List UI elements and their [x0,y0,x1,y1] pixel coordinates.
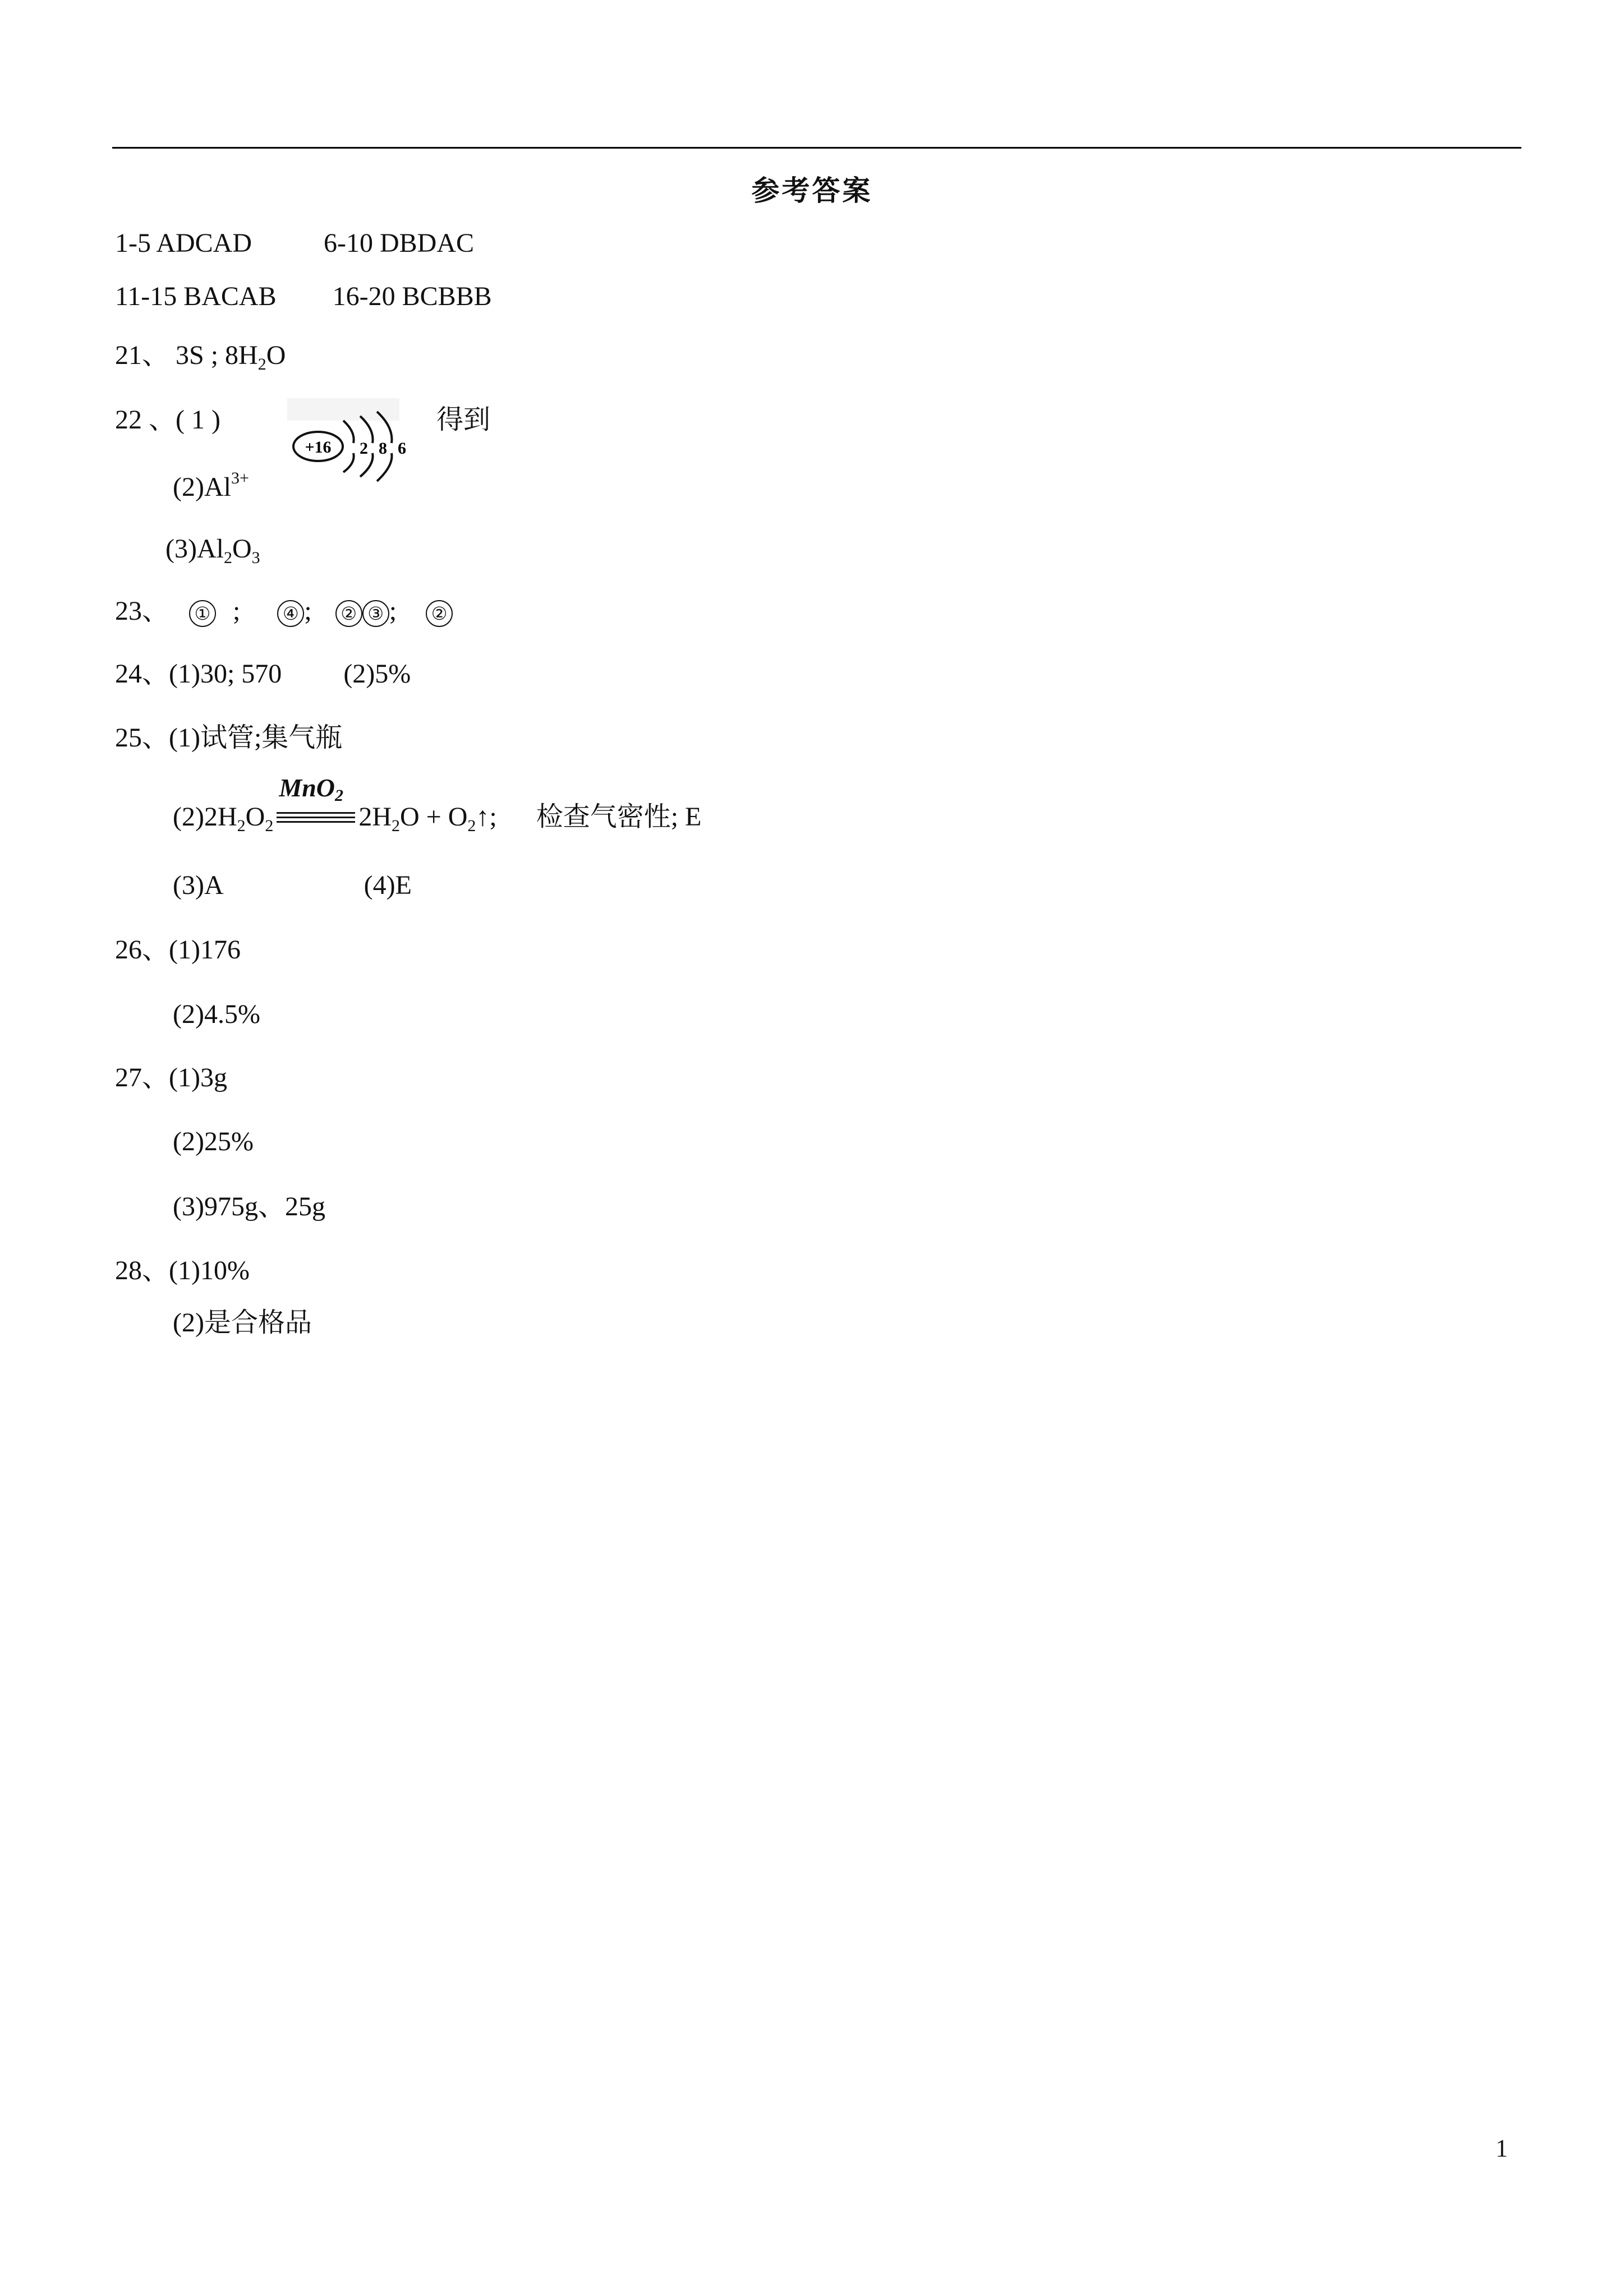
answers-1-5: 1-5 ADCAD [115,228,252,258]
circled-4: ④ [277,600,304,627]
answer-line-1 [115,230,474,257]
shell-2-count: 8 [379,439,387,458]
answer-22-1: 22 、( 1 ) [115,405,220,435]
answer-22-1-text: 得到 [436,405,491,435]
shell-3-count: 6 [398,439,406,458]
answer-line-2 [115,283,492,310]
answer-25-2: $(2)2H_2O_2$ MnO$_2$ $2H_2O$ + $O_2↑$; 检查气密性; E [173,773,702,835]
gas-arrow: ↑; [476,802,497,832]
header-rule [112,147,1521,149]
answer-27-2: (2)25% [173,1127,254,1156]
answer-25-1: 25、(1)试管;集气瓶 [115,723,343,753]
answer-22-2: $(2)Al^{3+}$ [173,469,249,502]
answer-26-2: (2)4.5% [173,999,260,1029]
circled-3: ③ [362,600,389,627]
answer-28-1: 28、(1)10% [115,1256,250,1285]
answer-21: 21、 3S ; $8H_2O$ [115,340,286,374]
circled-1: ① [189,600,216,627]
page-title: 参考答案 [751,175,873,206]
answer-28-2: (2)是合格品 [173,1308,312,1338]
answer-26-1: 26、(1)176 [115,935,241,965]
nucleus-charge: +16 [305,438,332,457]
answers-6-10: 6-10 DBDAC [324,228,475,258]
answer-24: 24、(1)30; 570 (2)5% [115,659,411,689]
circled-2: ② [335,600,362,627]
circled-2b: ② [426,600,453,627]
answer-25-3-4: (3)A (4)E [173,870,412,900]
shell-1-count: 2 [360,439,368,458]
answers-11-15: 11-15 BACAB [115,282,277,311]
page-number: 1 [1496,2134,1508,2162]
sulfur-atom-structure-diagram [287,398,422,482]
answer-22-3: $(3)Al_2O_3$ [165,534,260,567]
answer-23: 23、 ① ; ④ ; ② ③ ; ② [115,598,453,627]
answer-27-1: 27、(1)3g [115,1063,227,1092]
answers-16-20: 16-20 BCBBB [332,282,492,311]
catalyst-condition: MnO$_2$ [277,791,355,830]
answer-27-3: (3)975g、25g [173,1192,325,1221]
